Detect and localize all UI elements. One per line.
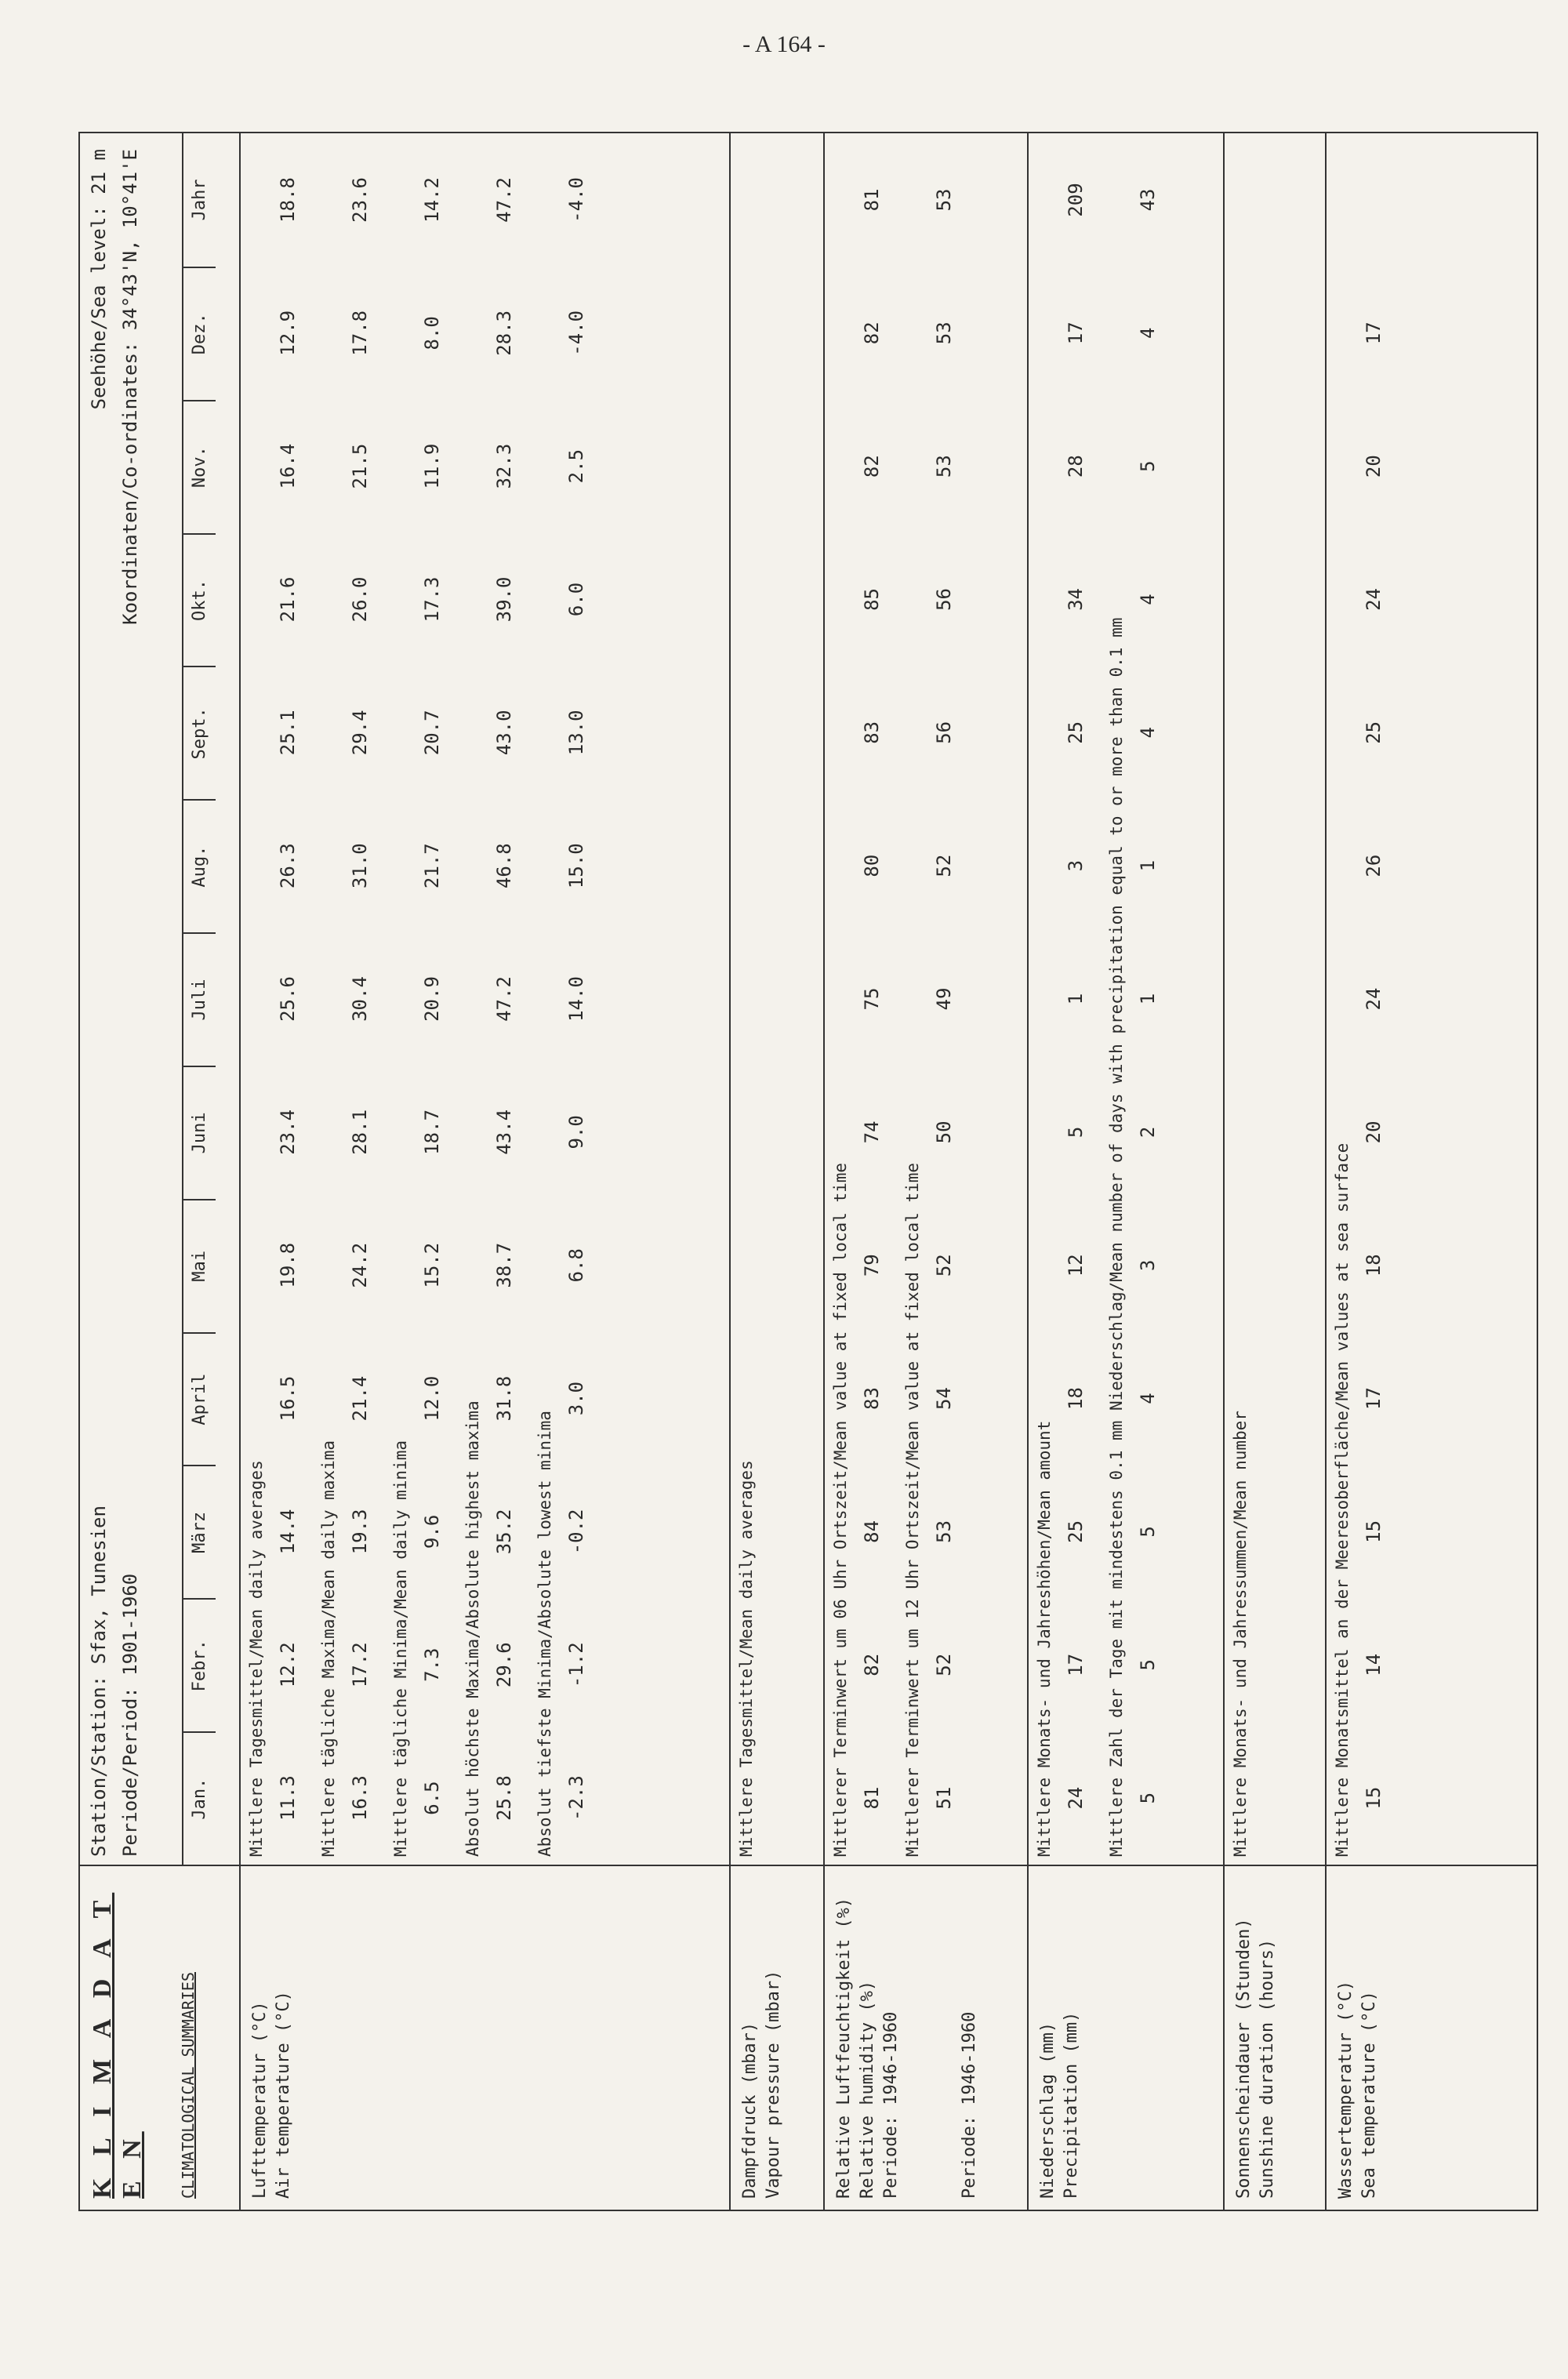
station-name: Station/Station: Sfax, Tunesien <box>88 1505 110 1857</box>
vapour-data <box>730 133 824 1865</box>
value-cell: 5 <box>1137 1526 1159 1538</box>
value-cell: 12.0 <box>421 1375 443 1422</box>
value-cell: 5 <box>1137 1659 1159 1671</box>
value-cell: 81 <box>861 1786 883 1810</box>
value-cell: 16.5 <box>277 1375 299 1422</box>
sea-temp-data <box>1326 133 1537 1865</box>
value-cell: 16.4 <box>277 443 299 489</box>
value-cell: 15.2 <box>421 1242 443 1288</box>
value-cell: 24 <box>1065 1786 1087 1810</box>
value-cell: 18 <box>1363 1254 1385 1277</box>
value-cell: 20.9 <box>421 976 443 1022</box>
sea-temp-label: Wassertemperatur (°C) Sea temperature (°C) <box>1326 1865 1537 2210</box>
value-cell: 26.0 <box>349 576 371 623</box>
value-cell: 11.3 <box>277 1775 299 1821</box>
value-cell: 52 <box>933 1254 955 1277</box>
document-title: K L I M A D A T E N <box>88 1892 147 2199</box>
value-cell: 5 <box>1137 1792 1159 1804</box>
value-cell: 14 <box>1363 1653 1385 1676</box>
value-cell: -4.0 <box>565 177 587 223</box>
air_temp-row-values <box>416 133 457 1865</box>
value-cell: 79 <box>861 1254 883 1277</box>
value-cell: 50 <box>933 1120 955 1144</box>
value-cell: 25 <box>1065 721 1087 744</box>
climate-table <box>78 132 1538 2211</box>
value-cell: 14.2 <box>421 177 443 223</box>
value-cell: 52 <box>933 854 955 877</box>
value-cell: 35.2 <box>493 1509 515 1555</box>
value-cell: 28.3 <box>493 310 515 356</box>
value-cell: 29.6 <box>493 1642 515 1688</box>
humidity-row-values <box>928 133 969 1865</box>
value-cell: 7.3 <box>421 1647 443 1682</box>
value-cell: 19.3 <box>349 1509 371 1555</box>
vapour-caption: Mittlere Tagesmittel/Mean daily averages <box>737 1460 756 1857</box>
humidity-data <box>824 133 1028 1865</box>
value-cell: 8.0 <box>421 316 443 350</box>
value-cell: 209 <box>1065 183 1087 217</box>
value-cell: 14.4 <box>277 1509 299 1555</box>
value-cell: 85 <box>861 588 883 611</box>
humidity-row-values <box>856 133 897 1865</box>
value-cell: 47.2 <box>493 976 515 1022</box>
value-cell: 21.5 <box>349 443 371 489</box>
month-header: Nov. <box>183 400 216 533</box>
value-cell: 1 <box>1065 993 1087 1005</box>
coordinates: Koordinaten/Co-ordinates: 34°43'N, 10°41'E <box>119 149 141 625</box>
value-cell: 26.3 <box>277 843 299 889</box>
value-cell: 53 <box>933 188 955 212</box>
value-cell <box>1358 133 1399 267</box>
value-cell: 24 <box>1363 588 1385 611</box>
value-cell: 82 <box>861 321 883 345</box>
value-cell: 21.7 <box>421 843 443 889</box>
month-header: Mai <box>183 1199 216 1332</box>
value-cell: 75 <box>861 987 883 1011</box>
air_temp-row-values <box>488 133 529 1865</box>
value-cell: 1 <box>1137 993 1159 1005</box>
air_temp-row-caption: Absolut tiefste Minima/Absolute lowest minima <box>535 1411 554 1857</box>
air_temp-row-values <box>344 133 385 1865</box>
value-cell: 23.6 <box>349 177 371 223</box>
value-cell: 30.4 <box>349 976 371 1022</box>
sunshine-data <box>1224 133 1326 1865</box>
humidity-row-caption: Mittlerer Terminwert um 12 Uhr Ortszeit/Mean value at fixed local time <box>903 1162 922 1857</box>
value-cell: 31.8 <box>493 1375 515 1422</box>
precip-row-values <box>1060 133 1101 1865</box>
value-cell: 53 <box>933 455 955 478</box>
air_temp-row-caption: Mittlere tägliche Maxima/Mean daily maxima <box>319 1440 338 1857</box>
air_temp-row-caption: Mittlere tägliche Minima/Mean daily minima <box>391 1440 410 1857</box>
precip-row-caption: Mittlere Zahl der Tage mit mindestens 0.1 mm Niederschlag/Mean number of days with precipitation equal to or more than 0.1 mm <box>1107 617 1126 1857</box>
value-cell: 83 <box>861 721 883 744</box>
value-cell: 39.0 <box>493 576 515 623</box>
air_temp-row-values <box>272 133 313 1865</box>
value-cell: 13.0 <box>565 710 587 756</box>
value-cell: 9.0 <box>565 1115 587 1150</box>
humidity-row-caption: Mittlerer Terminwert um 06 Uhr Ortszeit/Mean value at fixed local time <box>831 1162 850 1857</box>
value-cell: 43.0 <box>493 710 515 756</box>
value-cell: 12.2 <box>277 1642 299 1688</box>
value-cell: 28.1 <box>349 1109 371 1155</box>
value-cell: 74 <box>861 1120 883 1144</box>
value-cell: 84 <box>861 1520 883 1543</box>
value-cell: 4 <box>1137 727 1159 739</box>
month-header: Febr. <box>183 1598 216 1731</box>
value-cell: 18 <box>1065 1387 1087 1410</box>
value-cell: 2 <box>1137 1126 1159 1139</box>
value-cell: 3 <box>1065 859 1087 872</box>
value-cell: 11.9 <box>421 443 443 489</box>
precip-row-values <box>1132 133 1173 1865</box>
precip-row-caption: Mittlere Monats- und Jahreshöhen/Mean amount <box>1035 1420 1054 1857</box>
value-cell: 47.2 <box>493 177 515 223</box>
value-cell: 20 <box>1363 1120 1385 1144</box>
sea-temp-caption: Mittlere Monatsmittel an der Meeresoberfläche/Mean values at sea surface <box>1333 1142 1352 1857</box>
value-cell: 14.0 <box>565 976 587 1022</box>
value-cell: 15 <box>1363 1786 1385 1810</box>
value-cell: 15.0 <box>565 843 587 889</box>
value-cell: 38.7 <box>493 1242 515 1288</box>
value-cell: 43.4 <box>493 1109 515 1155</box>
value-cell: 17 <box>1065 1653 1087 1676</box>
value-cell: 56 <box>933 721 955 744</box>
value-cell: 18.8 <box>277 177 299 223</box>
humidity-period-2: Periode: 1946-1960 <box>960 2011 979 2199</box>
value-cell: 46.8 <box>493 843 515 889</box>
month-header: Aug. <box>183 799 216 932</box>
value-cell: 24.2 <box>349 1242 371 1288</box>
precip-label: Niederschlag (mm) Precipitation (mm) <box>1028 1865 1224 2210</box>
value-cell: 6.8 <box>565 1248 587 1283</box>
value-cell: 4 <box>1137 327 1159 340</box>
value-cell: 25.6 <box>277 976 299 1022</box>
month-header: Jan. <box>183 1731 216 1865</box>
value-cell: 20 <box>1363 455 1385 478</box>
value-cell: -4.0 <box>565 310 587 356</box>
value-cell: 17 <box>1363 1387 1385 1410</box>
sunshine-caption: Mittlere Monats- und Jahressummen/Mean number <box>1231 1411 1250 1857</box>
value-cell: 28 <box>1065 455 1087 478</box>
value-cell: 21.4 <box>349 1375 371 1422</box>
value-cell: 82 <box>861 455 883 478</box>
air_temp-row-caption: Absolut höchste Maxima/Absolute highest maxima <box>463 1400 482 1857</box>
value-cell: 34 <box>1065 588 1087 611</box>
value-cell: 17 <box>1363 321 1385 345</box>
value-cell: 25.8 <box>493 1775 515 1821</box>
precip-data <box>1028 133 1224 1865</box>
month-header: Juli <box>183 932 216 1066</box>
value-cell: -1.2 <box>565 1642 587 1688</box>
value-cell: 80 <box>861 854 883 877</box>
month-header: Dez. <box>183 267 216 400</box>
value-cell: 31.0 <box>349 843 371 889</box>
value-cell: 6.0 <box>565 582 587 617</box>
value-cell: 5 <box>1137 460 1159 472</box>
station-period: Periode/Period: 1901-1960 <box>119 1573 141 1857</box>
header-cell <box>79 1865 240 2210</box>
value-cell: 5 <box>1065 1126 1087 1139</box>
document-subtitle: CLIMATOLOGICAL SUMMARIES <box>179 1972 198 2199</box>
month-header: April <box>183 1332 216 1466</box>
month-header-row <box>182 133 216 1865</box>
value-cell: 4 <box>1137 1393 1159 1404</box>
value-cell: 54 <box>933 1387 955 1410</box>
value-cell: 4 <box>1137 594 1159 605</box>
month-header: März <box>183 1465 216 1598</box>
value-cell: 24 <box>1363 987 1385 1011</box>
air_temp-row-caption: Mittlere Tagesmittel/Mean daily averages <box>247 1460 266 1857</box>
value-cell: 2.5 <box>565 449 587 484</box>
month-header: Jahr <box>190 179 209 221</box>
value-cell: 53 <box>933 1520 955 1543</box>
value-cell: 15 <box>1363 1520 1385 1543</box>
value-cell: 17.3 <box>421 576 443 623</box>
value-cell: -2.3 <box>565 1775 587 1821</box>
month-header: Okt. <box>183 533 216 666</box>
value-cell: 12 <box>1065 1254 1087 1277</box>
value-cell: 9.6 <box>421 1514 443 1549</box>
value-cell: -0.2 <box>565 1509 587 1555</box>
value-cell: 83 <box>861 1387 883 1410</box>
value-cell: 19.8 <box>277 1242 299 1288</box>
value-cell: 56 <box>933 588 955 611</box>
value-cell: 1 <box>1137 859 1159 872</box>
value-cell: 43 <box>1137 188 1159 212</box>
station-and-months-cell <box>79 133 240 1865</box>
value-cell: 20.7 <box>421 710 443 756</box>
value-cell: 17 <box>1065 321 1087 345</box>
value-cell: 82 <box>861 1653 883 1676</box>
value-cell: 26 <box>1363 854 1385 877</box>
month-header: Sept. <box>183 666 216 799</box>
value-cell: 17.8 <box>349 310 371 356</box>
value-cell: 21.6 <box>277 576 299 623</box>
air-temp-data <box>240 133 730 1865</box>
humidity-label: Relative Luftfeuchtigkeit (%) Relative humidity (%) Periode: 1946-1960 Periode: 1946-1960 <box>824 1865 1028 2210</box>
value-cell: 25 <box>1363 721 1385 744</box>
sea-level: Seehöhe/Sea level: 21 m <box>88 149 110 410</box>
sea-temp-values <box>1358 133 1399 1865</box>
value-cell: 23.4 <box>277 1109 299 1155</box>
month-header: Juni <box>183 1066 216 1199</box>
value-cell: 3.0 <box>565 1381 587 1416</box>
value-cell: 17.2 <box>349 1642 371 1688</box>
value-cell: 51 <box>933 1786 955 1810</box>
value-cell: 18.7 <box>421 1109 443 1155</box>
value-cell: 52 <box>933 1653 955 1676</box>
value-cell: 6.5 <box>421 1781 443 1815</box>
value-cell: 3 <box>1137 1259 1159 1271</box>
value-cell: 49 <box>933 987 955 1011</box>
sunshine-label: Sonnenscheindauer (Stunden) Sunshine duration (hours) <box>1224 1865 1326 2210</box>
air-temp-label: Lufttemperatur (°C) Air temperature (°C) <box>240 1865 730 2210</box>
value-cell: 25 <box>1065 1520 1087 1543</box>
value-cell: 16.3 <box>349 1775 371 1821</box>
value-cell: 53 <box>933 321 955 345</box>
value-cell: 32.3 <box>493 443 515 489</box>
value-cell: 29.4 <box>349 710 371 756</box>
climate-table-frame <box>78 133 1537 2211</box>
value-cell: 25.1 <box>277 710 299 756</box>
value-cell: 12.9 <box>277 310 299 356</box>
vapour-label: Dampfdruck (mbar) Vapour pressure (mbar) <box>730 1865 824 2210</box>
station-meta <box>80 133 182 1865</box>
value-cell: 81 <box>861 188 883 212</box>
page-number: - A 164 - <box>742 31 826 57</box>
air_temp-row-values <box>561 133 601 1865</box>
rotated-table <box>78 133 1537 2211</box>
